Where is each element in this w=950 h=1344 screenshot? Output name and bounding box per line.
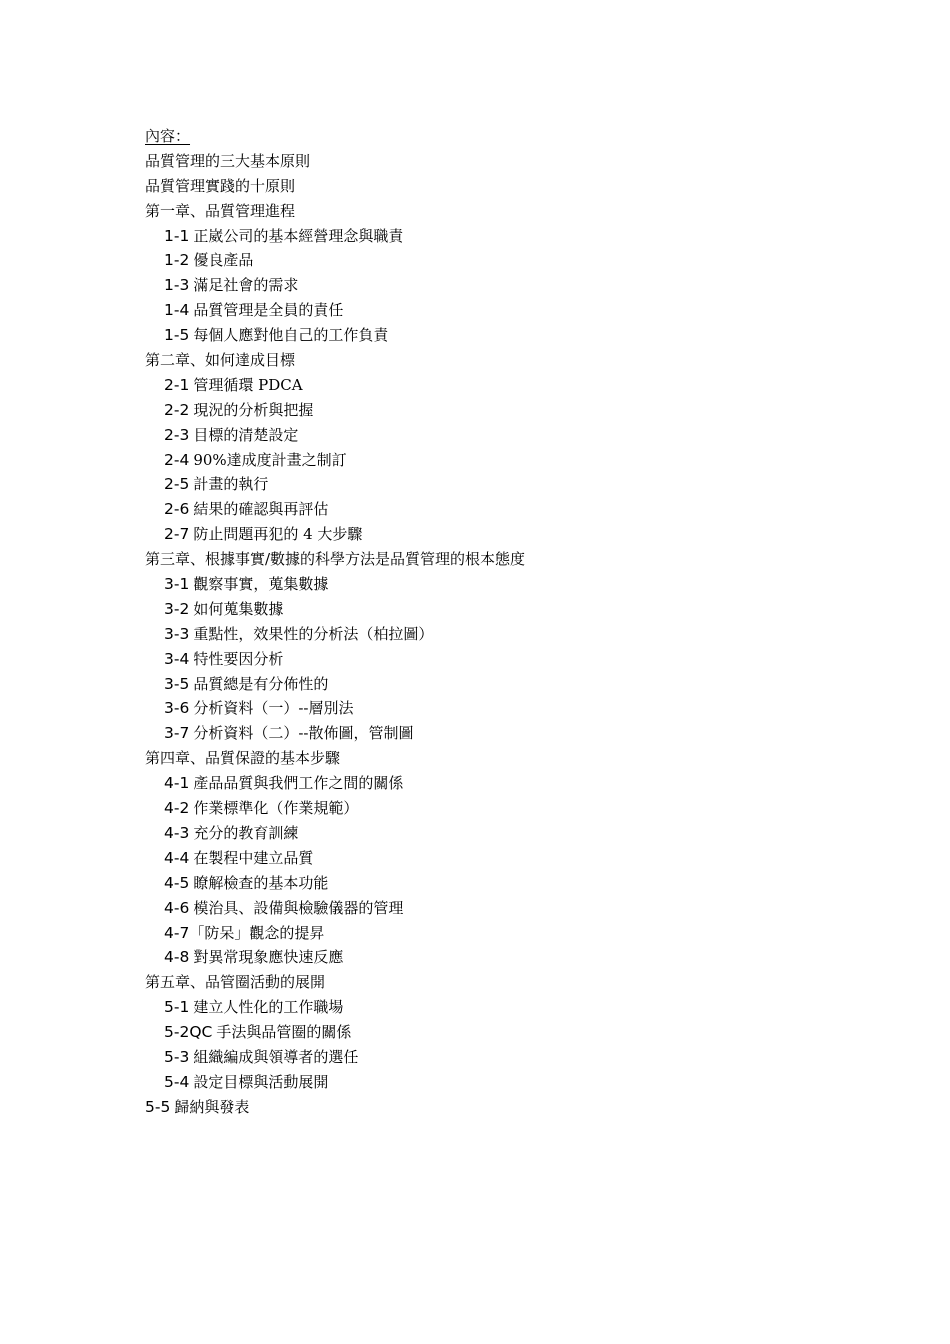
entry-text: 建立人性化的工作職場 xyxy=(193,998,344,1017)
toc-entry xyxy=(145,597,845,622)
toc-heading: 內容： xyxy=(145,127,191,145)
entry-text: 分析資料（一）--層別法 xyxy=(193,699,354,718)
entry-text: 管理循環 PDCA xyxy=(193,375,303,394)
chapter-title: 第五章、品管圈活動的展開 xyxy=(145,973,326,992)
entry-number: 3-4 xyxy=(164,649,190,668)
entry-number: 1-2 xyxy=(164,251,190,270)
toc-entry xyxy=(145,273,845,298)
toc-entry xyxy=(145,945,845,970)
entry-number: 5-2QC xyxy=(164,1023,213,1042)
entry-number: 4-6 xyxy=(164,898,190,917)
entry-number: 2-2 xyxy=(164,400,190,419)
entry-number: 2-1 xyxy=(164,375,190,394)
entry-text: 品質總是有分佈性的 xyxy=(193,674,329,693)
entry-text: 充分的教育訓練 xyxy=(193,823,299,842)
entry-text: 觀察事實，蒐集數據 xyxy=(193,575,329,594)
entry-text: 模治具、設備與檢驗儀器的管理 xyxy=(193,898,404,917)
entry-text: 結果的確認與再評估 xyxy=(193,500,329,519)
entry-number: 2-5 xyxy=(164,475,190,494)
entry-text: 每個人應對他自己的工作負責 xyxy=(193,326,389,345)
entry-number: 2-3 xyxy=(164,425,190,444)
entry-number: 1-3 xyxy=(164,276,190,295)
toc-entry xyxy=(145,248,845,273)
toc-entry xyxy=(145,472,845,497)
chapter-title: 第二章、如何達成目標 xyxy=(145,351,296,370)
toc-intro-item: 品質管理實踐的十原則 xyxy=(145,176,296,195)
toc-entry xyxy=(145,696,845,721)
chapter-title: 第一章、品質管理進程 xyxy=(145,201,296,220)
entry-number: 4-4 xyxy=(164,848,190,867)
entry-text: 正崴公司的基本經營理念與職責 xyxy=(193,226,404,245)
entry-text: 對異常現象應快速反應 xyxy=(193,948,344,967)
entry-number: 5-1 xyxy=(164,998,190,1017)
entry-text: 計畫的執行 xyxy=(193,475,269,494)
entry-text: 組織編成與領導者的選任 xyxy=(193,1047,359,1066)
toc-entry xyxy=(145,771,845,796)
toc-entry-tail xyxy=(145,1095,845,1120)
entry-number: 3-1 xyxy=(164,575,190,594)
entry-text: 特性要因分析 xyxy=(193,649,284,668)
toc-entry xyxy=(145,1020,845,1045)
entry-text: 品質管理是全員的責任 xyxy=(193,301,344,320)
entry-number: 5-5 xyxy=(145,1097,171,1116)
entry-text: 優良產品 xyxy=(193,251,254,270)
entry-number: 3-2 xyxy=(164,599,190,618)
entry-number: 4-7 xyxy=(164,923,190,942)
entry-text: 滿足社會的需求 xyxy=(193,276,299,295)
entry-number: 4-2 xyxy=(164,799,190,818)
toc-entry xyxy=(145,572,845,597)
entry-text: 重點性，效果性的分析法（柏拉圖） xyxy=(193,624,434,643)
entry-text: 現況的分析與把握 xyxy=(193,400,314,419)
toc-entry xyxy=(145,672,845,697)
entry-number: 5-4 xyxy=(164,1072,190,1091)
entry-number: 2-7 xyxy=(164,525,190,544)
entry-number: 1-5 xyxy=(164,326,190,345)
chapter-title: 第三章、根據事實/數據的科學方法是品質管理的根本態度 xyxy=(145,550,526,569)
entry-number: 3-3 xyxy=(164,624,190,643)
toc-entry xyxy=(145,1070,845,1095)
toc-entry xyxy=(145,896,845,921)
entry-text: 防止問題再犯的 4 大步驟 xyxy=(193,525,363,544)
toc-entry xyxy=(145,298,845,323)
entry-number: 4-5 xyxy=(164,873,190,892)
entry-number: 4-3 xyxy=(164,823,190,842)
toc-entry xyxy=(145,373,845,398)
entry-number: 1-4 xyxy=(164,301,190,320)
chapter-title: 第四章、品質保證的基本步驟 xyxy=(145,749,341,768)
entry-number: 3-6 xyxy=(164,699,190,718)
entry-number: 4-8 xyxy=(164,948,190,967)
entry-text: 手法與品管圈的關係 xyxy=(216,1023,352,1042)
entry-number: 2-6 xyxy=(164,500,190,519)
entry-number: 4-1 xyxy=(164,774,190,793)
toc-intro-item: 品質管理的三大基本原則 xyxy=(145,151,311,170)
entry-number: 2-4 xyxy=(164,450,190,469)
toc-entry xyxy=(145,323,845,348)
toc-entry xyxy=(145,622,845,647)
entry-number: 5-3 xyxy=(164,1047,190,1066)
toc-entry xyxy=(145,224,845,249)
toc-entry xyxy=(145,647,845,672)
entry-text: 90%達成度計畫之制訂 xyxy=(193,450,347,469)
toc-heading-row xyxy=(145,124,845,149)
toc-entry xyxy=(145,846,845,871)
toc-entry xyxy=(145,796,845,821)
entry-number: 3-7 xyxy=(164,724,190,743)
entry-text: 分析資料（二）--散佈圖，管制圖 xyxy=(193,724,414,743)
entry-text: 「防呆」觀念的提昇 xyxy=(189,923,325,942)
entry-text: 產品品質與我們工作之間的關係 xyxy=(193,774,404,793)
entry-text: 瞭解檢查的基本功能 xyxy=(193,873,329,892)
toc-entry xyxy=(145,721,845,746)
toc-entry xyxy=(145,522,845,547)
toc-entry xyxy=(145,921,845,946)
entry-text: 歸納與發表 xyxy=(174,1097,250,1116)
toc-entry xyxy=(145,995,845,1020)
toc-entry xyxy=(145,398,845,423)
entry-text: 在製程中建立品質 xyxy=(193,848,314,867)
toc-entry xyxy=(145,1045,845,1070)
entry-number: 3-5 xyxy=(164,674,190,693)
toc-entry xyxy=(145,448,845,473)
toc-entry xyxy=(145,871,845,896)
toc-entry xyxy=(145,497,845,522)
entry-text: 如何蒐集數據 xyxy=(193,599,284,618)
entry-text: 作業標準化（作業規範） xyxy=(193,799,359,818)
table-of-contents xyxy=(145,124,845,1120)
toc-entry xyxy=(145,423,845,448)
toc-entry xyxy=(145,821,845,846)
entry-number: 1-1 xyxy=(164,226,190,245)
entry-text: 設定目標與活動展開 xyxy=(193,1072,329,1091)
entry-text: 目標的清楚設定 xyxy=(193,425,299,444)
